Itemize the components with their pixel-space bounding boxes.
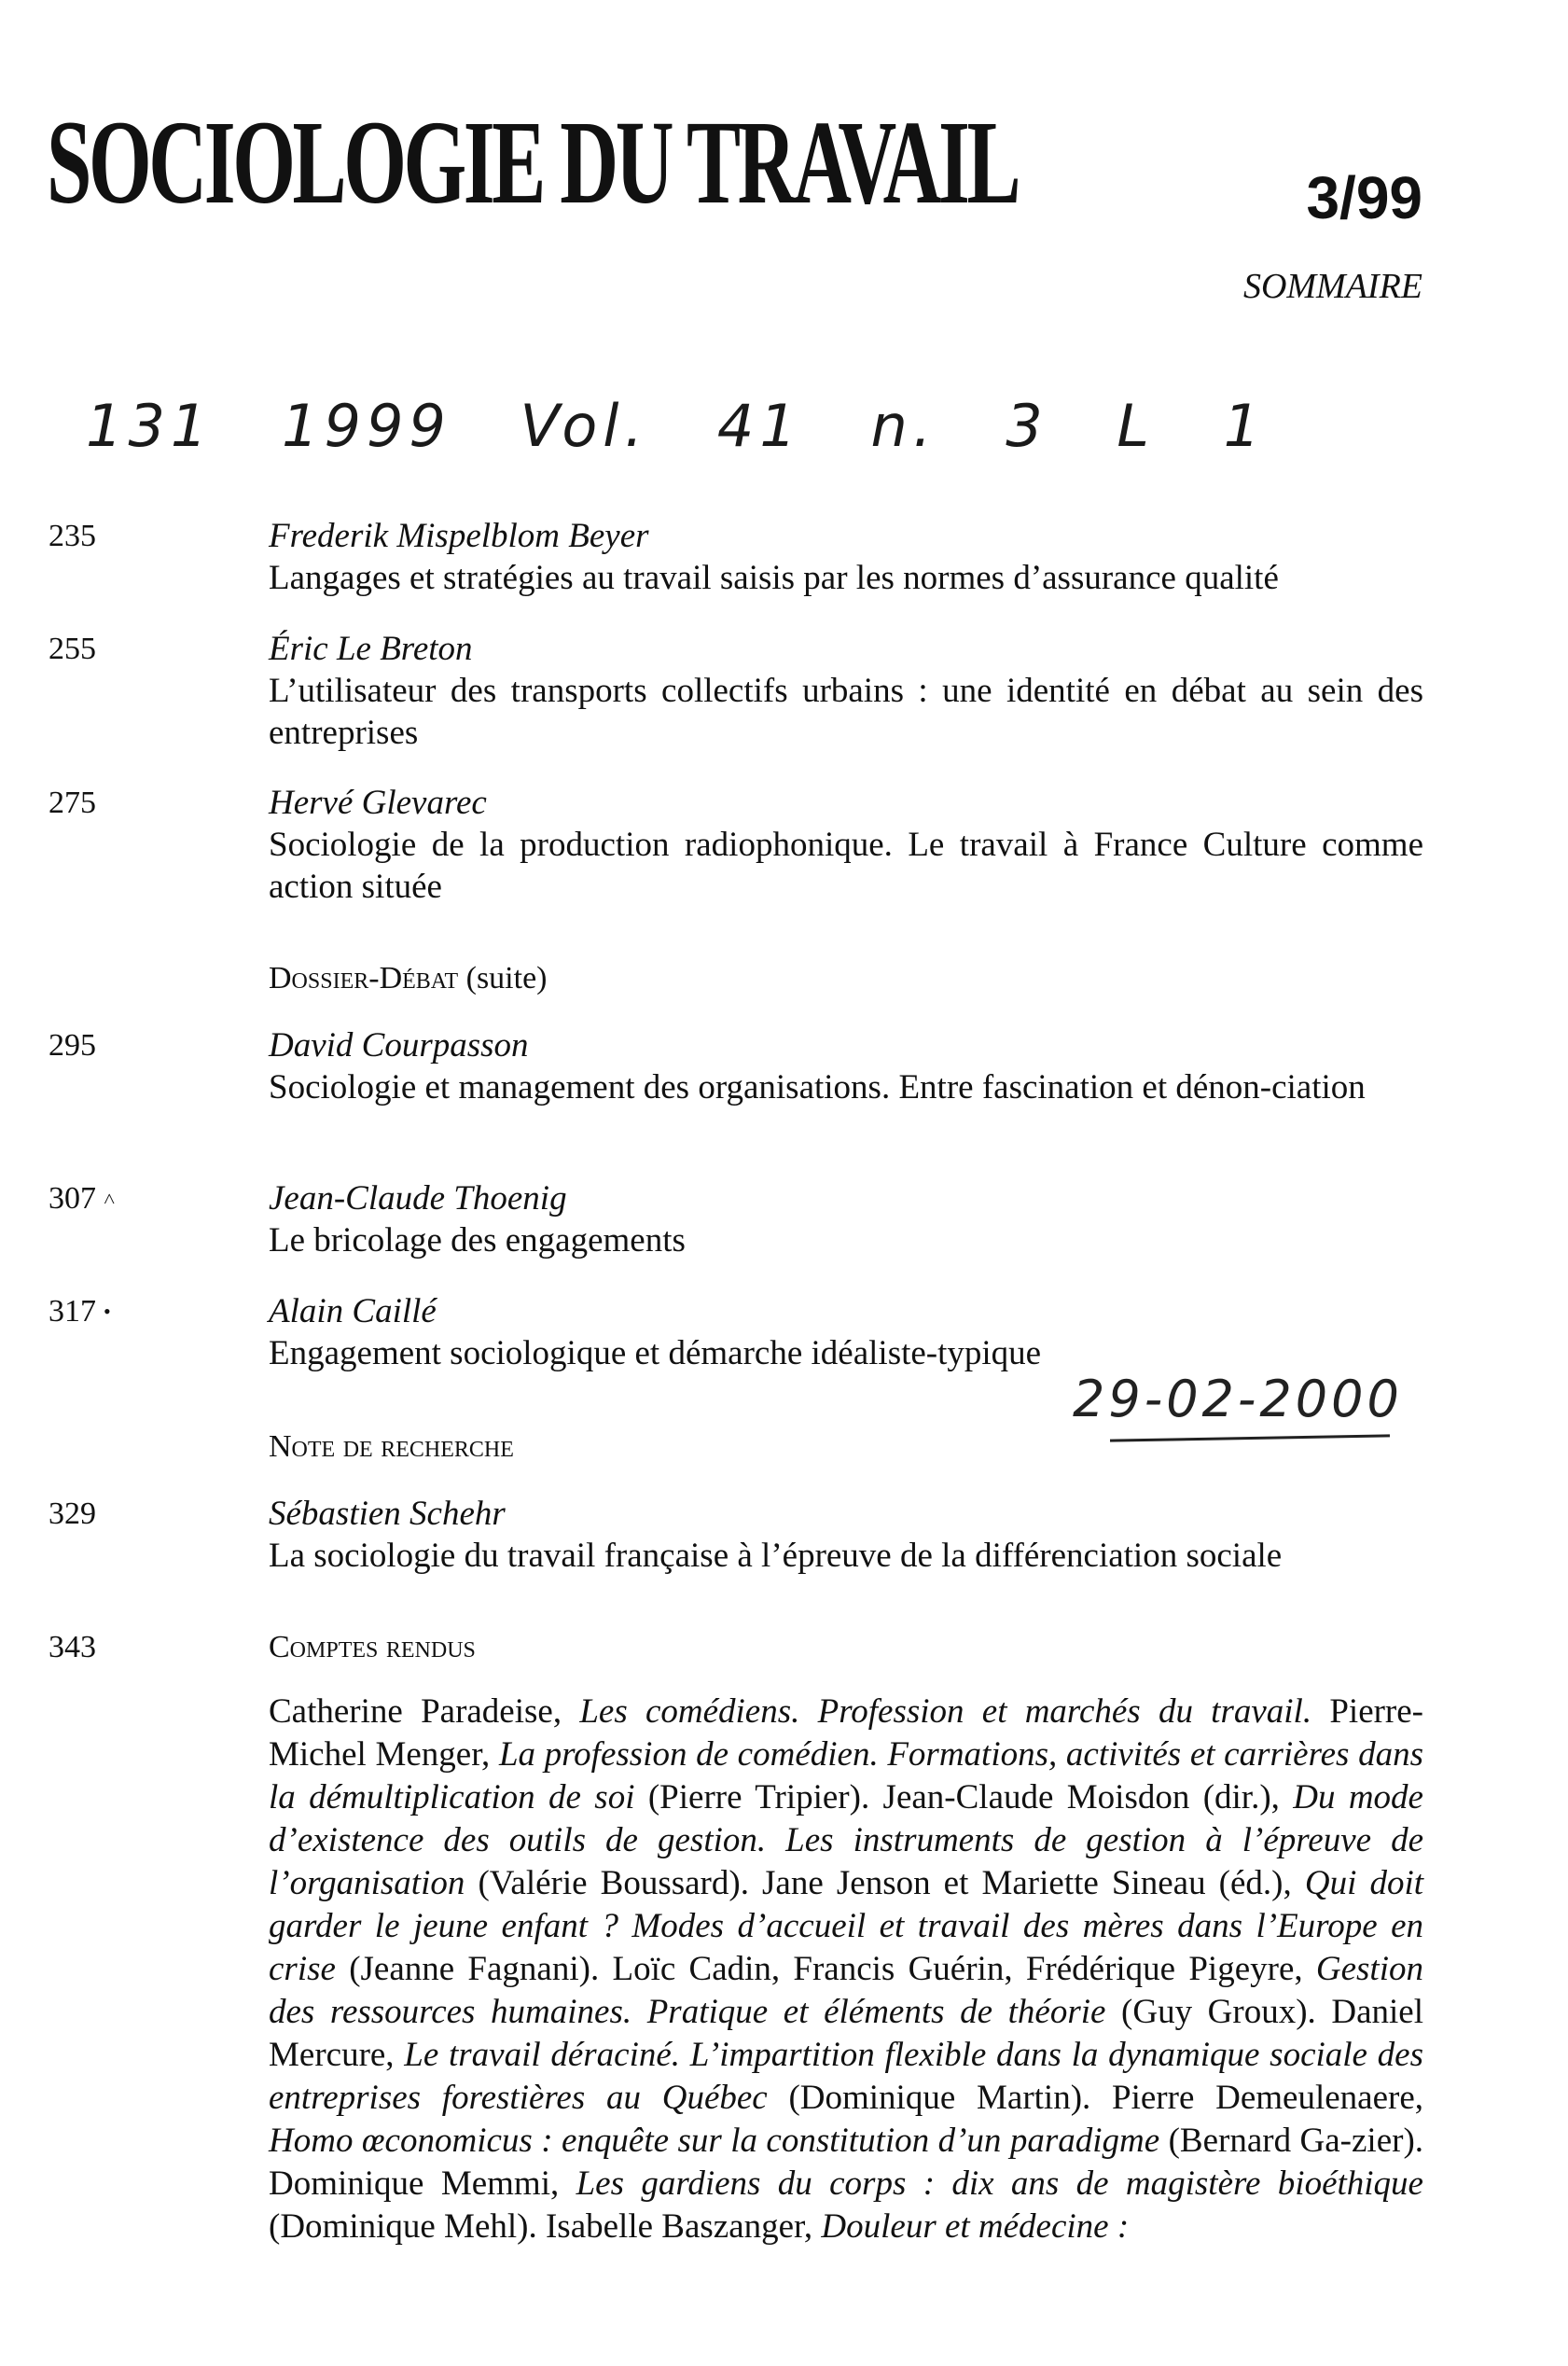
review-book-title: Qui doit garder le jeune enfant ? Modes d’accueil et travail des mères dans l’Europe en crise [269,1864,1424,1988]
review-text: (Bernard Ga-zier). Dominique Memmi, [269,2122,1424,2203]
article-title: Sociologie et management des organisations. Entre fascination et dénon-ciation [269,1068,1366,1106]
stamp-underline [1110,1434,1390,1441]
review-book-title: Du mode d’existence des outils de gestion. Les instruments de gestion à l’épreuve de l’organisation [269,1778,1423,1902]
page-number-value: 307 [49,1181,96,1216]
section-label: SOMMAIRE [1242,267,1422,306]
section-heading-suffix: (suite) [465,961,548,995]
page-number: 235 [49,519,96,553]
page-number: 275 [49,786,96,820]
page-number: 329 [49,1496,96,1531]
article-title: Langages et stratégies au travail saisis par les normes d’assurance qualité [269,559,1279,597]
review-book-title: Les comédiens. Profession et marchés du travail. [579,1692,1312,1731]
page-number-value: 317 [49,1294,96,1329]
pencil-mark-icon: • [104,1300,111,1323]
article-title: Engagement sociologique et démarche idéaliste-typique [269,1334,1042,1372]
review-text: Catherine Paradeise, [269,1692,580,1731]
review-text: (Dominique Mehl). Isabelle Baszanger, [269,2207,822,2246]
section-heading-label: Dossier-Débat [269,961,459,995]
author: Jean-Claude Thoenig [269,1179,567,1218]
reviews-list [269,1691,1423,2248]
article-title: L’utilisateur des transports collectifs urbains : une identité en débat au sein des entreprises [269,672,1423,752]
page-number: 343 [49,1630,96,1664]
page-number [49,1177,115,1219]
review-book-title: La profession de comédien. Formations, activités et carrières dans la démultiplication de soi [269,1735,1423,1816]
review-book-title: Douleur et médecine : [821,2207,1130,2246]
section-heading-note: Note de recherche [269,1429,514,1464]
author: Frederik Mispelblom Beyer [269,517,649,555]
review-text: (Pierre Tripier). Jean-Claude Moisdon (dir.), [634,1778,1294,1816]
page-number [49,1290,111,1332]
issue-number: 3/99 [1306,164,1422,231]
review-book-title: Gestion des ressources humaines. Pratique et éléments de théorie [269,1950,1423,2031]
section-heading-reviews: Comptes rendus [269,1630,476,1664]
article-title: Le bricolage des engagements [269,1221,686,1260]
review-text: Pierre-Michel Menger, [269,1692,1423,1774]
journal-title: SOCIOLOGIE DU TRAVAIL [47,96,1019,229]
section-heading-dossier [269,957,547,999]
review-text: (Jeanne Fagnani). Loïc Cadin, Francis Guérin, Frédérique Pigeyre, [335,1950,1316,1988]
pencil-mark-icon: ˄ [104,1187,116,1210]
author: Éric Le Breton [269,630,473,668]
article-title: La sociologie du travail française à l’épreuve de la différenciation sociale [269,1537,1283,1575]
article-title: Sociologie de la production radiophonique. Le travail à France Culture comme action située [269,826,1423,906]
review-text: (Guy Groux). Daniel Mercure, [269,1993,1424,2074]
author: David Courpasson [269,1026,529,1065]
page-number: 295 [49,1028,96,1063]
review-text: (Valérie Boussard). Jane Jenson et Mariette Sineau (éd.), [465,1864,1305,1902]
review-text: (Dominique Martin). Pierre Demeulenaere, [767,2079,1423,2117]
author: Sébastien Schehr [269,1495,506,1533]
author: Alain Caillé [269,1292,437,1330]
handwritten-reference: 131 1999 Vol. 41 n. 3 L 1 [86,392,1267,460]
review-book-title: Les gardiens du corps : dix ans de magistère bioéthique [576,2164,1423,2203]
author: Hervé Glevarec [269,784,487,822]
date-stamp: 29-02-2000 [1073,1370,1403,1428]
page-number: 255 [49,632,96,666]
review-book-title: Le travail déraciné. L’impartition flexible dans la dynamique sociale des entreprises forestières au Québec [269,2036,1424,2117]
review-book-title: Homo œconomicus : enquête sur la constitution d’un paradigme [269,2122,1160,2160]
